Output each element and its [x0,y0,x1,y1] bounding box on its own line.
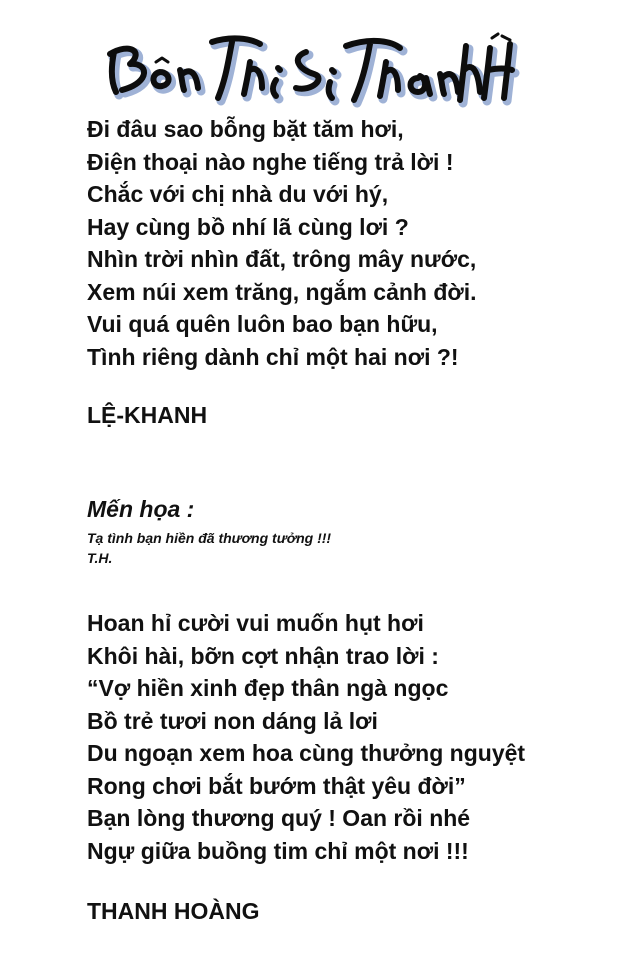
poem-line: Rong chơi bắt bướm thật yêu đời” [87,772,466,799]
reply-dedication: Tạ tình bạn hiền đã thương tưởng !!! [87,530,332,546]
poem-line: Điện thoại nào nghe tiếng trả lời ! [87,148,454,175]
poem-line: Chắc với chị nhà du với hý, [87,181,389,207]
author-signature-le-khanh: LỆ-KHANH [87,402,208,428]
poem-line: Nhìn trời nhìn đất, trông mây nước, [87,246,477,272]
poem-line: “Vợ hiền xinh đẹp thân ngà ngọc [87,675,449,701]
poem-line: Hoan hỉ cười vui muốn hụt hơi [87,610,424,636]
poem-line: Xem núi xem trăng, ngắm cảnh đời. [87,278,477,305]
poem-line: Đi đâu sao bỗng bặt tăm hơi, [87,116,404,142]
poem-thanh-hoang [87,607,525,867]
poem-line: Bồ trẻ tươi non dáng lả lơi [87,707,378,734]
reply-initials: T.H. [87,550,113,566]
calligraphy-title [100,22,530,112]
author-signature-thanh-hoang: THANH HOÀNG [87,898,260,924]
poem-line: Du ngoạn xem hoa cùng thưởng nguyệt [87,740,526,766]
poem-line: Bạn lòng thương quý ! Oan rồi nhé [87,805,471,831]
poem-le-khanh [87,113,477,373]
poem-line: Tình riêng dành chỉ một hai nơi ?! [87,343,459,370]
poem-line: Vui quá quên luôn bao bạn hữu, [87,311,438,337]
poem-line: Ngự giữa buồng tim chỉ một nơi !!! [87,837,469,864]
reply-heading: Mến họa : [87,496,195,522]
poem-line: Khôi hài, bỡn cợt nhận trao lời : [87,642,439,669]
poem-line: Hay cùng bồ nhí lã cùng lơi ? [87,213,409,240]
